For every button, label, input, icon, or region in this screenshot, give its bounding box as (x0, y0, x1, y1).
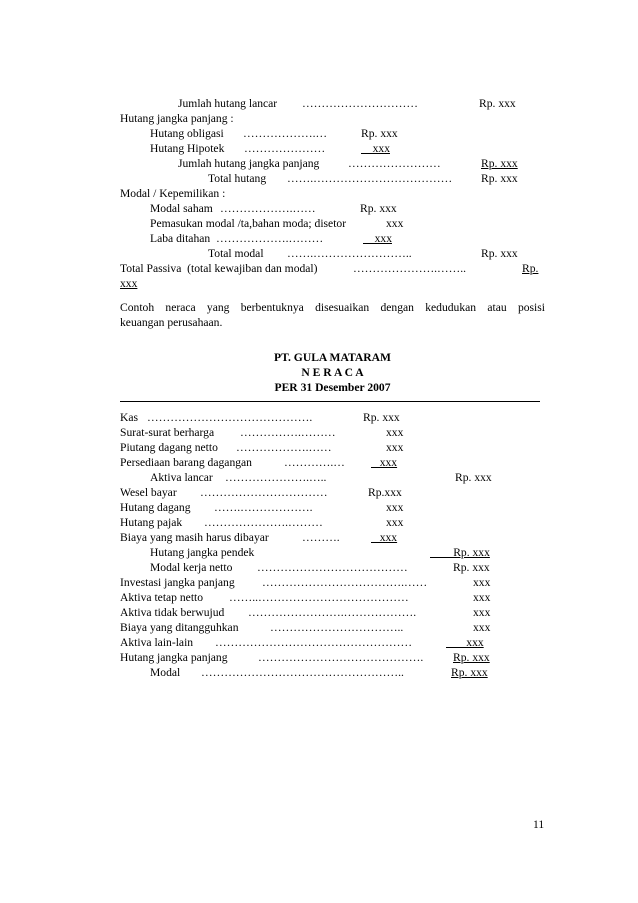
leader-dots: ……………….…… (220, 202, 316, 215)
leader-dots: ………. (302, 531, 340, 544)
leader-dots: …………………… (348, 157, 441, 170)
leader-dots: ……………….… (243, 127, 328, 140)
kas-label: Kas (120, 411, 139, 424)
aktiva-tetap-value: xxx (473, 591, 491, 604)
hutang-pajak-value: xxx (386, 516, 404, 529)
aktiva-lain-lain-label: Aktiva lain-lain (120, 636, 194, 649)
total-modal-value: Rp. xxx (481, 247, 518, 260)
hutang-pajak-label: Hutang pajak (120, 516, 183, 529)
aktiva-lain-lain-value: xxx (446, 636, 484, 649)
total-passiva-value: Rp. (522, 262, 539, 275)
laba-ditahan-label: Laba ditahan (150, 232, 211, 245)
investasi-jangka-panjang-value: xxx (473, 576, 491, 589)
leader-dots: ………………….……… (204, 516, 323, 529)
hutang-jangka-pendek-label: Hutang jangka pendek (150, 546, 255, 559)
leader-dots: ……………………………………. (147, 411, 313, 424)
aktiva-tidak-berwujud-label: Aktiva tidak berwujud (120, 606, 225, 619)
total-passiva-label: Total Passiva (total kewajiban dan modal) (120, 262, 318, 275)
paragraph-line: keuangan perusahaan. (120, 316, 223, 329)
aktiva-tetap-label: Aktiva tetap netto (120, 591, 204, 604)
biaya-masih-dibayar-label: Biaya yang masih harus dibayar (120, 531, 269, 544)
modal-kerja-netto-value: Rp. xxx (453, 561, 490, 574)
leader-dots: ………………… (244, 142, 326, 155)
aktiva-tidak-berwujud-value: xxx (473, 606, 491, 619)
paragraph-line: Contoh neraca yang berbentuknya disesuaikan dengan kedudukan atau posisi (120, 301, 545, 314)
persediaan-label: Persediaan barang dagangan (120, 456, 252, 469)
persediaan-value: xxx (371, 456, 398, 469)
modal-saham-label: Modal saham (150, 202, 213, 215)
hutang-hipotek-value: xxx (361, 142, 390, 155)
modal-label: Modal (150, 666, 181, 679)
leader-dots: …………………………………………….. (201, 666, 404, 679)
leader-dots: ……………….…… (236, 441, 332, 454)
laba-ditahan-value: xxx (363, 232, 392, 245)
pemasukan-modal-value: xxx (386, 217, 404, 230)
leader-dots: ………………………………… (257, 561, 408, 574)
hutang-obligasi-label: Hutang obligasi (150, 127, 224, 140)
wesel-bayar-label: Wesel bayar (120, 486, 177, 499)
hutang-jangka-panjang-label: Hutang jangka panjang (120, 651, 228, 664)
wesel-bayar-value: Rp.xxx (368, 486, 402, 499)
header-divider (120, 401, 540, 402)
surat-berharga-label: Surat-surat berharga (120, 426, 215, 439)
biaya-ditangguhkan-label: Biaya yang ditangguhkan (120, 621, 239, 634)
kas-value: Rp. xxx (363, 411, 400, 424)
leader-dots: …….…………………….. (287, 247, 412, 260)
investasi-jangka-panjang-label: Investasi jangka panjang (120, 576, 235, 589)
leader-dots: ………………….….. (225, 471, 327, 484)
biaya-masih-dibayar-value: xxx (371, 531, 398, 544)
page-number: 11 (533, 818, 545, 831)
jumlah-hutang-jangka-panjang-label: Jumlah hutang jangka panjang (178, 157, 320, 170)
hutang-jangka-panjang-heading: Hutang jangka panjang : (120, 112, 234, 125)
total-hutang-label: Total hutang (208, 172, 267, 185)
jumlah-hutang-jangka-panjang-value: Rp. xxx (481, 157, 518, 170)
total-modal-label: Total modal (208, 247, 264, 260)
sheet-period: PER 31 Desember 2007 (274, 381, 391, 394)
aktiva-lancar-value: Rp. xxx (455, 471, 492, 484)
aktiva-lancar-label: Aktiva lancar (150, 471, 213, 484)
sheet-title: N E R A C A (301, 366, 364, 379)
leader-dots: …………….……… (240, 426, 336, 439)
hutang-jangka-pendek-value: Rp. xxx (430, 546, 490, 559)
jumlah-hutang-lancar-label: Jumlah hutang lancar (178, 97, 278, 110)
leader-dots: …….……………………………… (287, 172, 453, 185)
leader-dots: ………….… (284, 456, 345, 469)
company-name: PT. GULA MATARAM (274, 351, 391, 364)
leader-dots: ……………….……… (216, 232, 324, 245)
total-hutang-value: Rp. xxx (481, 172, 518, 185)
modal-kepemilikan-heading: Modal / Kepemilikan : (120, 187, 226, 200)
leader-dots: ………………….…….. (353, 262, 467, 275)
leader-dots: …………………….………………. (248, 606, 417, 619)
surat-berharga-value: xxx (386, 426, 404, 439)
piutang-dagang-value: xxx (386, 441, 404, 454)
leader-dots: …………………………………………… (215, 636, 413, 649)
leader-dots: ………………………… (302, 97, 418, 110)
jumlah-hutang-lancar-value: Rp. xxx (479, 97, 516, 110)
leader-dots: ……..………………………………… (229, 591, 409, 604)
leader-dots: ……………………………………. (258, 651, 424, 664)
hutang-dagang-value: xxx (386, 501, 404, 514)
leader-dots: …….………………. (214, 501, 313, 514)
hutang-obligasi-value: Rp. xxx (361, 127, 398, 140)
biaya-ditangguhkan-value: xxx (473, 621, 491, 634)
leader-dots: ……………………………….…… (262, 576, 428, 589)
modal-saham-value: Rp. xxx (360, 202, 397, 215)
hutang-jangka-panjang-value: Rp. xxx (453, 651, 490, 664)
modal-value: Rp. xxx (451, 666, 488, 679)
total-passiva-value-continued: xxx (120, 277, 138, 290)
pemasukan-modal-label: Pemasukan modal /ta,bahan moda; disetor (150, 217, 347, 230)
hutang-dagang-label: Hutang dagang (120, 501, 191, 514)
leader-dots: …………………………….. (270, 621, 404, 634)
modal-kerja-netto-label: Modal kerja netto (150, 561, 233, 574)
piutang-dagang-label: Piutang dagang netto (120, 441, 218, 454)
leader-dots: …………………………… (200, 486, 328, 499)
hutang-hipotek-label: Hutang Hipotek (150, 142, 225, 155)
